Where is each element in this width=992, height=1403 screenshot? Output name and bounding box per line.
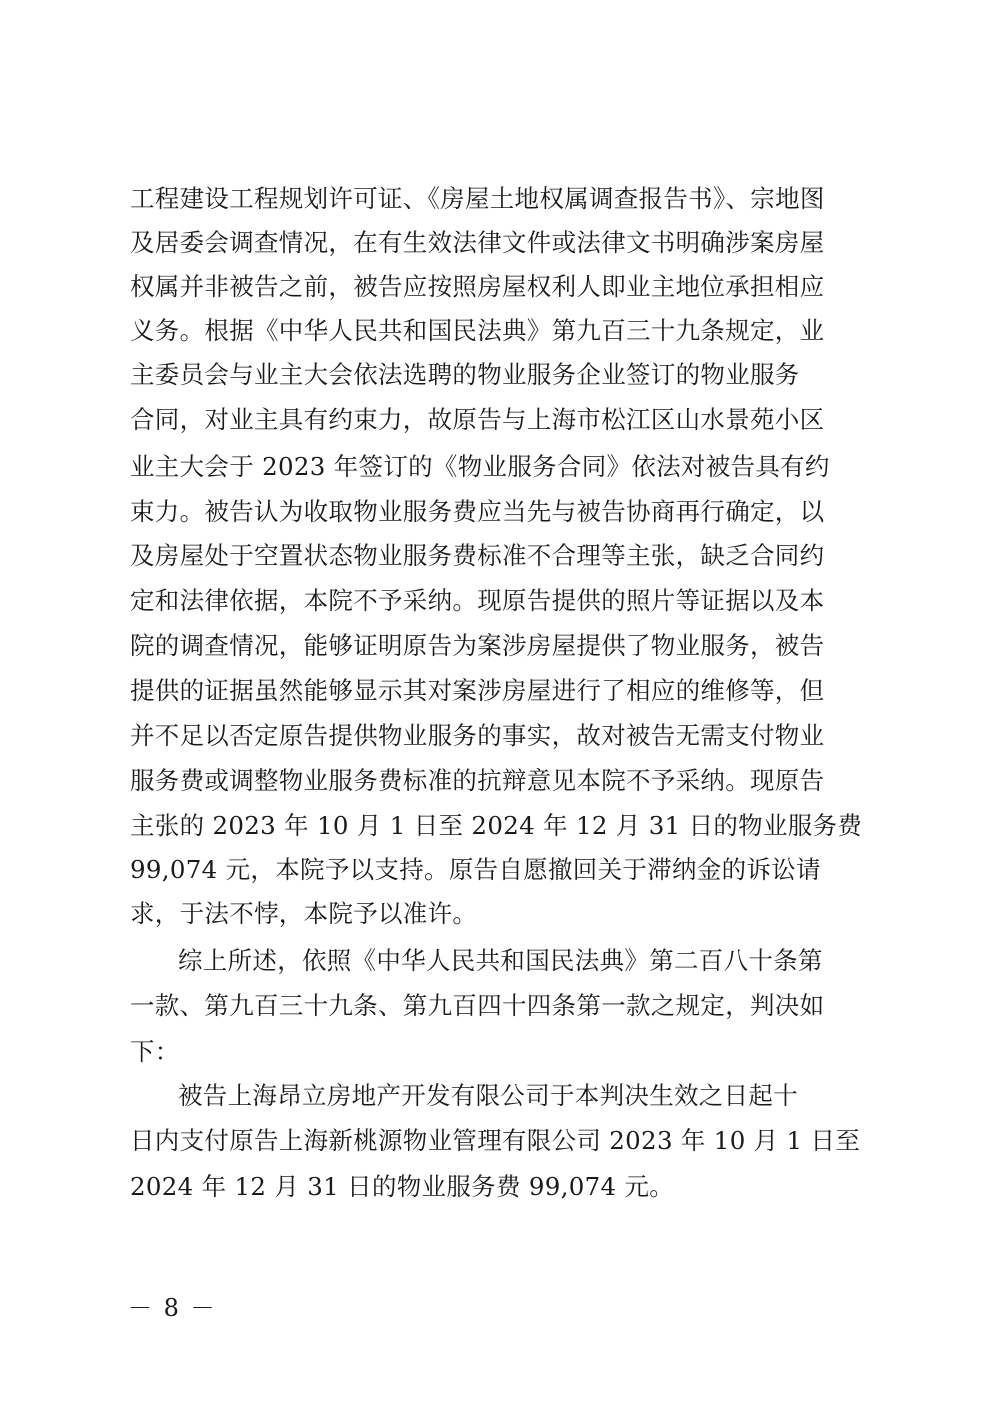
paragraph-start-line: 综上所述，依照《中华人民共和国民法典》第二百八十条第: [178, 946, 823, 975]
text-line: 提供的证据虽然能够显示其对案涉房屋进行了相应的维修等，但: [130, 676, 825, 705]
text-line: 及房屋处于空置状态物业服务费标准不合理等主张，缺乏合同约: [130, 541, 825, 570]
text-line: 定和法律依据，本院不予采纳。现原告提供的照片等证据以及本: [130, 586, 825, 615]
text-line: 束力。被告认为收取物业服务费应当先与被告协商再行确定，以: [130, 497, 825, 526]
text-line: 主委员会与业主大会依法选聘的物业服务企业签订的物业服务: [130, 360, 800, 389]
text-line: 日内支付原告上海新桃源物业管理有限公司 2023 年 10 月 1 日至: [130, 1126, 861, 1155]
text-line: 一款、第九百三十九条、第九百四十四条第一款之规定，判决如: [130, 991, 825, 1020]
text-line: 主张的 2023 年 10 月 1 日至 2024 年 12 月 31 日的物业服务费: [130, 811, 863, 840]
text-line: 合同，对业主具有约束力，故原告与上海市松江区山水景苑小区: [130, 405, 825, 434]
text-line: 下：: [130, 1037, 180, 1066]
text-line: 99,074 元，本院予以支持。原告自愿撤回关于滞纳金的诉讼请: [130, 855, 821, 884]
text-line: 并不足以否定原告提供物业服务的事实，故对被告无需支付物业: [130, 721, 825, 750]
text-line: 义务。根据《中华人民共和国民法典》第九百三十九条规定，业: [130, 316, 825, 345]
page-number: － 8 －: [128, 1294, 217, 1322]
text-line: 求，于法不悖，本院予以准许。: [130, 899, 478, 928]
text-line: 院的调查情况，能够证明原告为案涉房屋提供了物业服务，被告: [130, 631, 825, 660]
text-line: 服务费或调整物业服务费标准的抗辩意见本院不予采纳。现原告: [130, 766, 825, 795]
text-line: 权属并非被告之前，被告应按照房屋权利人即业主地位承担相应: [130, 272, 825, 301]
text-line: 2024 年 12 月 31 日的物业服务费 99,074 元。: [130, 1172, 675, 1201]
text-line: 及居委会调查情况，在有生效法律文件或法律文书明确涉案房屋: [130, 228, 825, 257]
judgment-paragraph-start: 被告上海昂立房地产开发有限公司于本判决生效之日起十: [178, 1081, 798, 1110]
text-line: 业主大会于 2023 年签订的《物业服务合同》依法对被告具有约: [130, 452, 830, 481]
text-line: 工程建设工程规划许可证、《房屋土地权属调查报告书》、宗地图: [130, 184, 825, 213]
